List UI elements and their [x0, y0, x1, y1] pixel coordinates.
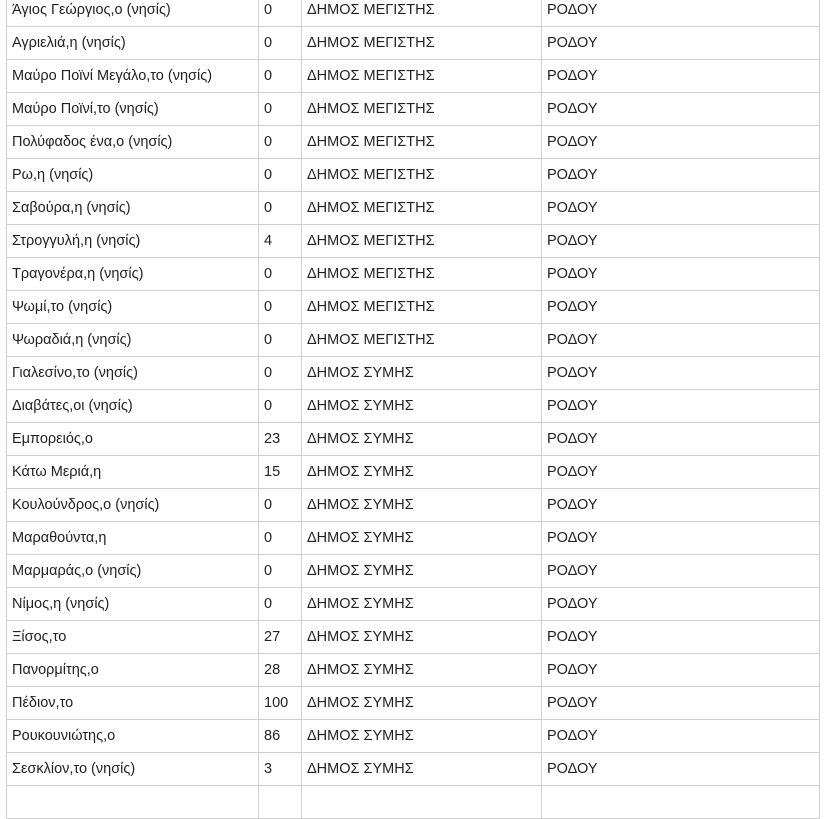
settlement-name-cell: Πανορμίτης,ο	[7, 654, 259, 687]
settlement-name-cell: Ψωραδιά,η (νησίς)	[7, 324, 259, 357]
municipality-cell: ΔΗΜΟΣ ΣΥΜΗΣ	[302, 357, 542, 390]
municipality-cell: ΔΗΜΟΣ ΜΕΓΙΣΤΗΣ	[302, 27, 542, 60]
population-cell: 0	[259, 390, 302, 423]
settlement-name-cell: Κάτω Μεριά,η	[7, 456, 259, 489]
table-row	[7, 753, 820, 786]
table-row	[7, 522, 820, 555]
population-cell: 23	[259, 423, 302, 456]
population-cell: 0	[259, 93, 302, 126]
population-cell: 0	[259, 27, 302, 60]
regional-unit-cell: ΡΟΔΟΥ	[542, 423, 820, 456]
settlement-name-cell: Κουλούνδρος,ο (νησίς)	[7, 489, 259, 522]
regional-unit-cell: ΡΟΔΟΥ	[542, 621, 820, 654]
municipality-cell: ΔΗΜΟΣ ΜΕΓΙΣΤΗΣ	[302, 291, 542, 324]
regional-unit-cell: ΡΟΔΟΥ	[542, 522, 820, 555]
population-cell: 3	[259, 753, 302, 786]
table-row	[7, 126, 820, 159]
table-row	[7, 456, 820, 489]
table-row	[7, 27, 820, 60]
regional-unit-cell: ΡΟΔΟΥ	[542, 654, 820, 687]
settlement-name-cell: Τραγονέρα,η (νησίς)	[7, 258, 259, 291]
regional-unit-cell: ΡΟΔΟΥ	[542, 126, 820, 159]
regional-unit-cell: ΡΟΔΟΥ	[542, 27, 820, 60]
table-row	[7, 786, 820, 819]
regional-unit-cell: ΡΟΔΟΥ	[542, 291, 820, 324]
settlement-name-cell: Σαβούρα,η (νησίς)	[7, 192, 259, 225]
settlement-name-cell: Σεσκλίον,το (νησίς)	[7, 753, 259, 786]
regional-unit-cell: ΡΟΔΟΥ	[542, 357, 820, 390]
table-row	[7, 192, 820, 225]
settlement-name-cell: Μαραθούντα,η	[7, 522, 259, 555]
regional-unit-cell: ΡΟΔΟΥ	[542, 0, 820, 27]
settlement-name-cell: Πολύφαδος ένα,ο (νησίς)	[7, 126, 259, 159]
table-row	[7, 258, 820, 291]
table-row	[7, 159, 820, 192]
population-cell: 100	[259, 687, 302, 720]
municipality-cell: ΔΗΜΟΣ ΣΥΜΗΣ	[302, 621, 542, 654]
municipality-cell: ΔΗΜΟΣ ΜΕΓΙΣΤΗΣ	[302, 126, 542, 159]
table-row	[7, 390, 820, 423]
municipality-cell: ΔΗΜΟΣ ΣΥΜΗΣ	[302, 588, 542, 621]
population-cell: 0	[259, 357, 302, 390]
population-cell: 0	[259, 555, 302, 588]
municipality-cell: ΔΗΜΟΣ ΜΕΓΙΣΤΗΣ	[302, 60, 542, 93]
regional-unit-cell: ΡΟΔΟΥ	[542, 456, 820, 489]
regional-unit-cell: ΡΟΔΟΥ	[542, 753, 820, 786]
table-row	[7, 291, 820, 324]
population-cell: 0	[259, 324, 302, 357]
table-row	[7, 324, 820, 357]
regional-unit-cell: ΡΟΔΟΥ	[542, 258, 820, 291]
settlement-name-cell: Μαύρο Ποϊνί,το (νησίς)	[7, 93, 259, 126]
settlement-name-cell: Ξίσος,το	[7, 621, 259, 654]
municipality-cell	[302, 786, 542, 819]
table-row	[7, 489, 820, 522]
municipality-cell: ΔΗΜΟΣ ΣΥΜΗΣ	[302, 522, 542, 555]
settlement-name-cell: Αγριελιά,η (νησίς)	[7, 27, 259, 60]
table-row	[7, 357, 820, 390]
table-row	[7, 93, 820, 126]
population-cell: 0	[259, 489, 302, 522]
settlement-name-cell	[7, 786, 259, 819]
regional-unit-cell	[542, 786, 820, 819]
settlement-name-cell: Ρω,η (νησίς)	[7, 159, 259, 192]
regional-unit-cell: ΡΟΔΟΥ	[542, 324, 820, 357]
population-cell: 0	[259, 258, 302, 291]
municipality-cell: ΔΗΜΟΣ ΜΕΓΙΣΤΗΣ	[302, 0, 542, 27]
regional-unit-cell: ΡΟΔΟΥ	[542, 93, 820, 126]
table-body	[7, 0, 820, 819]
settlement-name-cell: Στρογγυλή,η (νησίς)	[7, 225, 259, 258]
settlement-name-cell: Πέδιον,το	[7, 687, 259, 720]
table-row	[7, 423, 820, 456]
population-cell: 86	[259, 720, 302, 753]
population-cell: 0	[259, 588, 302, 621]
municipality-cell: ΔΗΜΟΣ ΜΕΓΙΣΤΗΣ	[302, 93, 542, 126]
table-row	[7, 555, 820, 588]
table-row	[7, 225, 820, 258]
regional-unit-cell: ΡΟΔΟΥ	[542, 159, 820, 192]
settlement-name-cell: Άγιος Γεώργιος,ο (νησίς)	[7, 0, 259, 27]
settlement-name-cell: Εμπορειός,ο	[7, 423, 259, 456]
regional-unit-cell: ΡΟΔΟΥ	[542, 588, 820, 621]
settlement-name-cell: Ψωμί,το (νησίς)	[7, 291, 259, 324]
regional-unit-cell: ΡΟΔΟΥ	[542, 390, 820, 423]
municipality-cell: ΔΗΜΟΣ ΜΕΓΙΣΤΗΣ	[302, 225, 542, 258]
municipality-cell: ΔΗΜΟΣ ΣΥΜΗΣ	[302, 720, 542, 753]
table-row	[7, 654, 820, 687]
settlement-name-cell: Διαβάτες,οι (νησίς)	[7, 390, 259, 423]
municipality-cell: ΔΗΜΟΣ ΣΥΜΗΣ	[302, 687, 542, 720]
settlement-name-cell: Νίμος,η (νησίς)	[7, 588, 259, 621]
table-row	[7, 720, 820, 753]
regional-unit-cell: ΡΟΔΟΥ	[542, 489, 820, 522]
municipality-cell: ΔΗΜΟΣ ΣΥΜΗΣ	[302, 753, 542, 786]
municipality-cell: ΔΗΜΟΣ ΜΕΓΙΣΤΗΣ	[302, 324, 542, 357]
municipality-cell: ΔΗΜΟΣ ΣΥΜΗΣ	[302, 456, 542, 489]
municipality-cell: ΔΗΜΟΣ ΜΕΓΙΣΤΗΣ	[302, 159, 542, 192]
regional-unit-cell: ΡΟΔΟΥ	[542, 225, 820, 258]
table-row	[7, 60, 820, 93]
population-cell: 0	[259, 192, 302, 225]
population-cell: 15	[259, 456, 302, 489]
settlement-name-cell: Γιαλεσίνο,το (νησίς)	[7, 357, 259, 390]
municipality-cell: ΔΗΜΟΣ ΣΥΜΗΣ	[302, 489, 542, 522]
settlements-table-container	[6, 0, 819, 819]
municipality-cell: ΔΗΜΟΣ ΣΥΜΗΣ	[302, 390, 542, 423]
settlements-table	[6, 0, 820, 819]
settlement-name-cell: Ρουκουνιώτης,ο	[7, 720, 259, 753]
regional-unit-cell: ΡΟΔΟΥ	[542, 555, 820, 588]
population-cell: 28	[259, 654, 302, 687]
settlement-name-cell: Μαύρο Ποϊνί Μεγάλο,το (νησίς)	[7, 60, 259, 93]
regional-unit-cell: ΡΟΔΟΥ	[542, 687, 820, 720]
municipality-cell: ΔΗΜΟΣ ΣΥΜΗΣ	[302, 423, 542, 456]
population-cell: 0	[259, 522, 302, 555]
municipality-cell: ΔΗΜΟΣ ΣΥΜΗΣ	[302, 654, 542, 687]
table-row	[7, 0, 820, 27]
settlement-name-cell: Μαρμαράς,ο (νησίς)	[7, 555, 259, 588]
table-row	[7, 687, 820, 720]
municipality-cell: ΔΗΜΟΣ ΜΕΓΙΣΤΗΣ	[302, 258, 542, 291]
population-cell: 27	[259, 621, 302, 654]
population-cell	[259, 786, 302, 819]
population-cell: 4	[259, 225, 302, 258]
population-cell: 0	[259, 126, 302, 159]
population-cell: 0	[259, 291, 302, 324]
regional-unit-cell: ΡΟΔΟΥ	[542, 720, 820, 753]
table-row	[7, 588, 820, 621]
municipality-cell: ΔΗΜΟΣ ΣΥΜΗΣ	[302, 555, 542, 588]
municipality-cell: ΔΗΜΟΣ ΜΕΓΙΣΤΗΣ	[302, 192, 542, 225]
population-cell: 0	[259, 159, 302, 192]
population-cell: 0	[259, 60, 302, 93]
regional-unit-cell: ΡΟΔΟΥ	[542, 60, 820, 93]
regional-unit-cell: ΡΟΔΟΥ	[542, 192, 820, 225]
table-row	[7, 621, 820, 654]
population-cell: 0	[259, 0, 302, 27]
